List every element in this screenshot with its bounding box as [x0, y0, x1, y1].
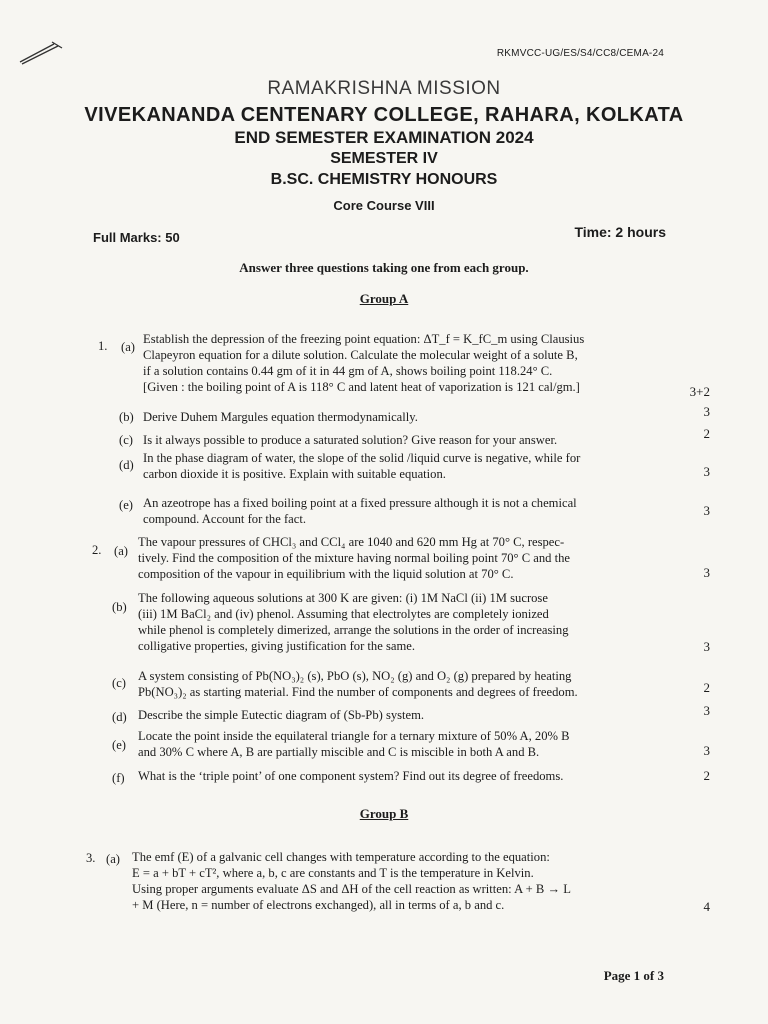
question-2f-text: What is the ‘triple point’ of one component system? Find out its degree of freedoms.	[138, 769, 564, 783]
course-title: B.SC. CHEMISTRY HONOURS	[270, 171, 498, 188]
paper-code: RKMVCC-UG/ES/S4/CC8/CEMA-24	[496, 48, 664, 59]
marks-2a: 3	[703, 565, 710, 580]
time-allowed: Time: 2 hours	[574, 224, 666, 240]
marks-1e: 3	[703, 503, 710, 518]
marks-2e: 3	[703, 743, 710, 758]
question-number: 1.	[98, 339, 108, 353]
part-label: (a)	[121, 340, 135, 354]
part-label: (b)	[112, 600, 127, 614]
part-label: (d)	[119, 458, 134, 472]
question-3a-text: The emf (E) of a galvanic cell changes with temperature according to the equation: E = a + bT + cT², where a, b, c are constants and T is the temperature in Kelvin. Using proper arguments evaluate ΔS and ΔH of the cell reaction as written: A + B → L + M (Here, n = number of electrons exchanged), all in terms of a, b and c.	[132, 850, 571, 912]
page-number: Page 1 of 3	[603, 968, 664, 983]
full-marks: Full Marks: 50	[93, 230, 180, 245]
marks-2c: 2	[703, 680, 710, 695]
question-number: 2.	[92, 543, 102, 557]
core-course: Core Course VIII	[333, 198, 435, 213]
part-label: (a)	[106, 852, 120, 866]
semester: SEMESTER IV	[330, 150, 438, 167]
marks-2f: 2	[703, 768, 710, 783]
question-1d-text: In the phase diagram of water, the slope of the solid /liquid curve is negative, while for carbon dioxide it is positive. Explain with suitable equation.	[143, 451, 581, 481]
part-label: (c)	[119, 433, 133, 447]
pen-scribble	[18, 38, 68, 66]
part-label: (b)	[119, 410, 134, 424]
marks-2d: 3	[703, 703, 710, 718]
marks-1c: 2	[703, 426, 710, 441]
question-1b-text: Derive Duhem Margules equation thermodynamically.	[143, 410, 418, 424]
question-2e-text: Locate the point inside the equilateral triangle for a ternary mixture of 50% A, 20% B and 30% C where A, B are partially miscible and C is miscible in both A and B.	[138, 729, 570, 759]
question-1a-text: Establish the depression of the freezing point equation: ΔT_f = K_fC_m using Clausius Clapeyron equation for a dilute solution. Calculate the molecular weight of a solute B, if a solution contains 0.44 gm of it in 44 gm of A, shows boiling point 118.24° C. [Given : the boiling point of A is 118° C and latent heat of vaporization is 121 cal/gm.]	[143, 332, 585, 394]
part-label: (c)	[112, 676, 126, 690]
group-a-heading: Group A	[359, 291, 409, 306]
part-label: (a)	[114, 544, 128, 558]
marks-3a: 4	[703, 899, 710, 914]
instructions: Answer three questions taking one from each group.	[239, 260, 529, 275]
marks-1a: 3+2	[689, 384, 710, 399]
part-label: (e)	[119, 498, 133, 512]
group-b-heading: Group B	[359, 806, 409, 821]
question-2d-text: Describe the simple Eutectic diagram of (Sb-Pb) system.	[138, 708, 425, 722]
part-label: (f)	[112, 771, 125, 785]
institution-name: RAMAKRISHNA MISSION	[267, 78, 501, 99]
question-number: 3.	[86, 851, 96, 865]
marks-1b: 3	[703, 404, 710, 419]
college-name: VIVEKANANDA CENTENARY COLLEGE, RAHARA, KOLKATA	[84, 104, 684, 126]
question-2a-text: The vapour pressures of CHCl₃ and CCl₄ are 1040 and 620 mm Hg at 70° C, respec- tively. Find the composition of the mixture having normal boiling point 70° C and the composition of the vapour in equilibrium with the liquid solution at 70° C.	[138, 535, 571, 581]
part-label: (d)	[112, 710, 127, 724]
marks-1d: 3	[703, 464, 710, 479]
question-1e-text: An azeotrope has a fixed boiling point at a fixed pressure although it is not a chemical compound. Account for the fact.	[143, 496, 577, 526]
question-2c-text: A system consisting of Pb(NO₃)₂ (s), PbO (s), NO₂ (g) and O₂ (g) prepared by heating Pb(NO₃)₂ as starting material. Find the number of components and degrees of freedom.	[138, 669, 578, 699]
marks-2b: 3	[703, 639, 710, 654]
question-1c-text: Is it always possible to produce a saturated solution? Give reason for your answer.	[143, 433, 558, 447]
question-2b-text: The following aqueous solutions at 300 K are given: (i) 1M NaCl (ii) 1M sucrose (iii) 1M BaCl₂ and (iv) phenol. Assuming that electrolytes are completely ionized while phenol is completely dimerized, arrange the solutions in the order of increasing colligative properties, giving justification for the same.	[138, 591, 569, 653]
exam-title: END SEMESTER EXAMINATION 2024	[234, 128, 534, 147]
part-label: (e)	[112, 738, 126, 752]
